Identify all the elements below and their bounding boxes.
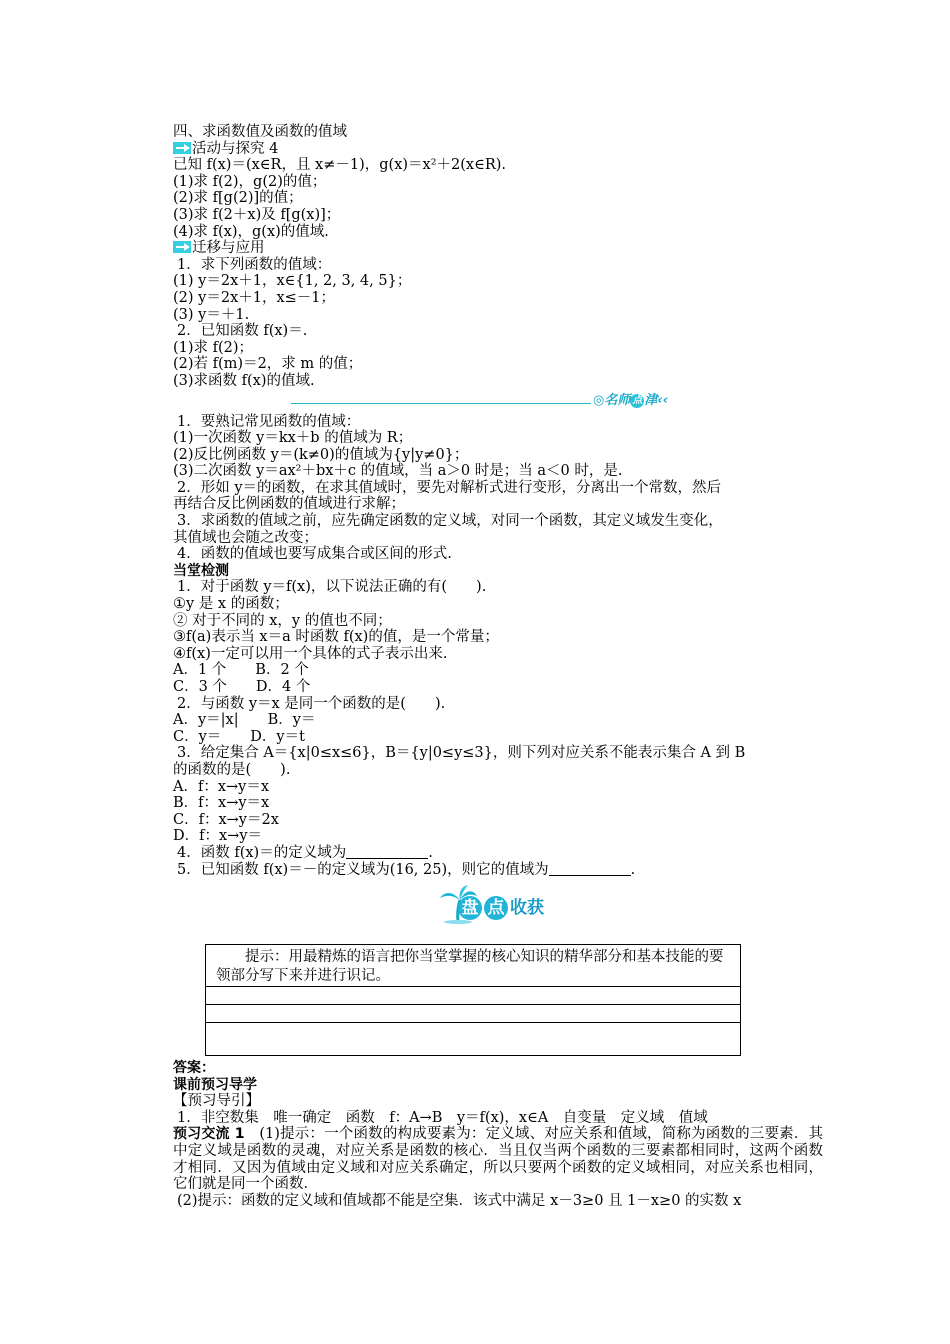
answer-line: 1．非空数集 唯一确定 函数 f：A→B y＝f(x)，x∈A 自变量 定义域 值域: [177, 1109, 708, 1126]
divider-line: [291, 403, 591, 404]
quiz-options: D．f：x→y＝: [173, 828, 263, 845]
problem-given: 已知 f(x)＝(x∈R，且 x≠－1)，g(x)＝x²＋2(x∈R).: [173, 157, 507, 174]
quiz-question: 1．对于函数 y＝f(x)，以下说法正确的有( ).: [177, 579, 487, 596]
tip-line: 2．形如 y＝的函数，在求其值域时，要先对解析式进行变形，分离出一个常数，然后: [177, 479, 722, 496]
problem-part: (4)求 f(x)，g(x)的值域.: [173, 223, 329, 240]
section-title: 四、求函数值及函数的值域: [173, 124, 347, 140]
quiz-statement: ② 对于不同的 x，y 的值也不同；: [173, 612, 392, 629]
quiz-question: 5．已知函数 f(x)＝－的定义域为(16, 25)，则它的值域为 .: [177, 861, 636, 878]
exercise-line: (1) y＝2x＋1，x∈{1, 2, 3, 4, 5}；: [173, 273, 412, 290]
quiz-options: A．y＝|x| B．y＝: [173, 712, 316, 729]
answers-heading: 答案：: [173, 1060, 215, 1076]
tip-line: 再结合反比例函数的值域进行求解；: [173, 496, 405, 513]
quiz-options: A．f：x→y＝x: [173, 778, 270, 795]
quiz-statement: ③f(a)表示当 x＝a 时函数 f(x)的值，是一个常量；: [173, 629, 499, 646]
problem-part: (1)求 f(2)，g(2)的值；: [173, 173, 327, 190]
problem-part: (3)求 f(2＋x)及 f[g(x)]；: [173, 206, 341, 223]
tip-line: (3)二次函数 y＝ax²＋bx＋c 的值域，当 a＞0 时是；当 a＜0 时，是.: [173, 463, 623, 480]
exercise-line: (2)若 f(m)＝2，求 m 的值；: [173, 356, 363, 373]
quiz-statement: ④f(x)一定可以用一个具体的式子表示出来.: [173, 645, 448, 662]
quiz-options: C．3 个 D．4 个: [173, 679, 311, 695]
quiz-options: B．f：x→y＝x: [173, 795, 270, 812]
teacher-tips-badge: ◎名师 点 津‹‹: [593, 392, 669, 408]
note-line[interactable]: [206, 1005, 740, 1023]
tip-line: 3．求函数的值域之前，应先确定函数的定义域，对同一个函数，其定义域发生变化，: [177, 513, 723, 530]
preview-guide-heading: 【预习导引】: [173, 1093, 260, 1110]
quiz-question: 的函数的是( ).: [173, 761, 291, 778]
activity-heading: 活动与探究 4: [173, 141, 823, 158]
summary-notes-box: [205, 944, 741, 1056]
answers-section: [173, 1060, 823, 1209]
tip-line: 1．要熟记常见函数的值域：: [177, 413, 361, 430]
quiz-question: 2．与函数 y＝x 是同一个函数的是( ).: [177, 695, 446, 712]
note-line[interactable]: [206, 1023, 740, 1040]
teacher-tips-divider: [173, 392, 823, 414]
tip-line: (1)一次函数 y＝kx＋b 的值域为 R；: [173, 430, 413, 447]
quiz-options: C．y＝ D．y＝t: [173, 728, 305, 745]
answer-paragraph: 预习交流 1 (1)提示：一个函数的构成要素为：定义域、对应关系和值域，简称为函数的三要素．其中定义域是函数的灵魂，对应关系是函数的核心．当且仅当两个函数的三要素都相同时，这两个函数才相同．又因为值域由定义域和对应关系确定，所以只要两个函数的定义域相同，对应关系也相同，它们就是同一个函数．: [173, 1126, 823, 1193]
harvest-banner: [173, 882, 823, 932]
answer-blank[interactable]: [346, 845, 428, 859]
exercise-line: (3) y＝＋1.: [173, 306, 250, 323]
quiz-options: A．1 个 B．2 个: [173, 662, 309, 679]
tip-line: 4．函数的值域也要写成集合或区间的形式.: [177, 546, 452, 563]
arrow-tag-icon: [173, 142, 191, 154]
answers-subheading: 课前预习导学: [173, 1076, 257, 1093]
worksheet-body: [173, 124, 823, 932]
transfer-heading: 迁移与应用: [173, 240, 823, 257]
tip-line: 其值域也会随之改变；: [173, 529, 318, 546]
exercise-line: (3)求函数 f(x)的值域.: [173, 372, 315, 389]
arrow-tag-icon: [173, 241, 191, 253]
exercise-line: 2．已知函数 f(x)＝.: [177, 323, 308, 340]
exercise-line: (2) y＝2x＋1，x≤－1；: [173, 289, 336, 306]
exercise-line: (1)求 f(2)；: [173, 339, 254, 356]
problem-part: (2)求 f[g(2)]的值；: [173, 190, 303, 207]
answer-blank[interactable]: [549, 862, 631, 876]
quiz-question: 4．函数 f(x)＝的定义域为 .: [177, 844, 433, 861]
answer-line: (2)提示：函数的定义域和值域都不能是空集．该式中满足 x－3≥0 且 1－x≥0 的实数 x: [177, 1192, 742, 1209]
harvest-title: 盘 点 收获: [458, 896, 544, 920]
quiz-question: 3．给定集合 A＝{x|0≤x≤6}，B＝{y|0≤y≤3}，则下列对应关系不能表示集合 A 到 B: [177, 745, 746, 762]
quiz-statement: ①y 是 x 的函数；: [173, 596, 289, 613]
note-line[interactable]: [206, 987, 740, 1005]
exercise-line: 1．求下列函数的值域：: [177, 256, 332, 273]
quiz-heading: 当堂检测: [173, 562, 229, 579]
tip-line: (2)反比例函数 y＝(k≠0)的值域为{y|y≠0}；: [173, 446, 469, 463]
summary-hint: 提示：用最精炼的语言把你当堂掌握的核心知识的精华部分和基本技能的要领部分写下来并进行识记。: [206, 945, 740, 987]
quiz-options: C．f：x→y＝2x: [173, 811, 279, 828]
